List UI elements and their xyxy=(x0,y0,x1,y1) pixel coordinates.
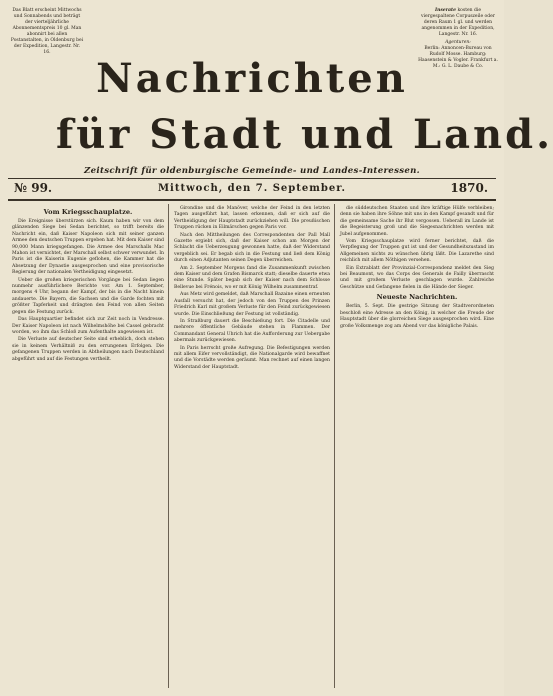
article-paragraph: Die Verluste auf deutscher Seite sind erheblich, doch stehen sie in keinem Verhältniß zu den errungenen Erfolgen. Die gefangenen Truppen werden in Abtheilungen nach Deutschland abgeführt und auf die Festungen vertheilt. xyxy=(12,337,164,362)
article-paragraph: In Paris herrscht große Aufregung. Die Befestigungen werden mit allem Eifer vervollständigt, die Nationalgarde wird bewaffnet und die Vorstädte werden geräumt. Man rechnet auf einen langen Widerstand der Hauptstadt. xyxy=(174,345,330,370)
issue-date: Mittwoch, den 7. September. xyxy=(157,183,347,194)
issue-year: 1870. xyxy=(450,181,488,195)
agents-heading: Agenturen: xyxy=(445,40,471,45)
article-paragraph: Vom Kriegsschauplatze wird ferner berichtet, daß die Verpflegung der Truppen gut ist und der Gesundheitszustand im Allgemeinen nichts zu wünschen übrig läßt. Die Lazarethe sind reichlich mit allem Nöthigen versehen. xyxy=(340,239,494,264)
subscription-info-text: Das Blatt erscheint Mittwochs und Sonnabends und beträgt der vierteljährliche Abonnementspreis 10 gl. Man abonnirt bei allen Postanstalten, in Oldenburg bei der Expedition, Langestr. Nr. 16. xyxy=(10,8,84,55)
masthead-subtitle: Zeitschrift für oldenburgische Gemeinde- und Landes-Interessen. xyxy=(84,166,420,176)
article-paragraph: Am 2. September Morgens fand die Zusammenkunft zwischen dem Kaiser und dem Grafen Bismarck statt; dieselbe dauerte etwa eine Stunde. Später begab sich der Kaiser nach dem Schlosse Bellevue bei Frénois, wo er mit König Wilhelm zusammentraf. xyxy=(174,265,330,290)
column-1 xyxy=(12,206,164,688)
article-paragraph: Girondine und die Manöver, welche der Feind in den letzten Tagen ausgeführt hat, lassen erkennen, daß er sich auf die Vertheidigung der Hauptstadt zurückziehen will. Die preußischen Truppen rücken in Eilmärschen gegen Paris vor. xyxy=(174,206,330,231)
latest-news-heading: Neueste Nachrichten. xyxy=(376,293,458,302)
column-2 xyxy=(174,206,330,688)
article-paragraph: Die Ereignisse überstürzen sich. Kaum haben wir von dem glänzenden Siege bei Sedan berichtet, so trifft bereits die Nachricht ein, daß Kaiser Napoleon sich mit seiner ganzen Armee den deutschen Truppen ergeben hat. Mit dem Kaiser sind 90,000 Mann kriegsgefangen. Die Armee des Marschalls Mac Mahon ist vernichtet, der Marschall selbst schwer verwundet. In Paris ist die Kaiserin Eugenie geflohen, die Kammer hat die Absetzung der Dynastie ausgesprochen und eine provisorische Regierung der nationalen Vertheidigung eingesetzt. xyxy=(12,219,164,276)
article-paragraph: Nach den Mittheilungen des Correspondenten der Pall Mall Gazette ergiebt sich, daß der Kaiser schon am Morgen der Schlacht die Ueberzeugung gewonnen hatte, daß der Widerstand vergeblich sei. Er begab sich in die Festung und ließ dem König durch einen Adjutanten seinen Degen überreichen. xyxy=(174,232,330,264)
inserate-text: kosten die viergespaltene Corpuszeile oder deren Raum 1 gl. und werden angenommen in der Expedition, Langestr. Nr. 16. xyxy=(421,8,495,37)
article-paragraph: Ueber die großen kriegerischen Vorgänge bei Sedan liegen nunmehr ausführlichere Berichte vor. Am 1. September, morgens 4 Uhr, begann der Kampf, der bis in die Nacht hinein andauerte. Die Bayern, die Sachsen und die Garde fochten mit größter Tapferkeit und drängten den Feind von allen Seiten gegen die Festung zurück. xyxy=(12,277,164,315)
war-report-heading: Vom Kriegsschauplatze. xyxy=(43,208,133,216)
article-paragraph: Ein Extrablatt der Provinzial-Correspondenz meldet den Sieg bei Beaumont, wo das Corps des Generals de Failly überrascht und mit großem Verluste geschlagen wurde. Zahlreiche Geschütze und Gefangene fielen in die Hände der Sieger. xyxy=(340,265,494,290)
article-paragraph: Das Hauptquartier befindet sich zur Zeit noch in Vendresse. Der Kaiser Napoleon ist nach Wilhelmshöhe bei Cassel gebracht worden, wo ihm das Schloß zum Aufenthalte angewiesen ist. xyxy=(12,317,164,335)
column-3 xyxy=(340,206,494,688)
issue-rule-bottom xyxy=(8,199,496,201)
column-divider-2 xyxy=(334,204,335,688)
masthead-title-line2: für Stadt und Land. xyxy=(56,111,553,158)
column-divider-1 xyxy=(168,204,169,688)
article-paragraph: In Straßburg dauert die Beschießung fort. Die Citadelle und mehrere öffentliche Gebäude stehen in Flammen. Der Commandant General Uhrich hat die Aufforderung zur Uebergabe abermals zurückgewiesen. xyxy=(174,318,330,344)
article-paragraph: Aus Metz wird gemeldet, daß Marschall Bazaine einen erneuten Ausfall versucht hat, der jedoch von den Truppen des Prinzen Friedrich Karl mit großem Verluste für den Feind zurückgewiesen wurde. Die Einschließung der Festung ist vollständig. xyxy=(174,292,330,317)
article-paragraph: die süddeutschen Staaten und ihre kräftige Hülfe verbleiben; denn sie haben ihre Söhne mit uns in den Kampf gesandt und für die gemeinsame Sache ihr Blut vergossen. Ueberall im Lande ist die Begeisterung groß und die Siegesnachrichten werden mit Jubel aufgenommen. xyxy=(340,206,494,237)
news-paragraph: Berlin, 5. Sept. Die gestrige Sitzung der Stadtverordneten beschloß eine Adresse an den König, in welcher die Freude der Hauptstadt über die glorreichen Siege ausgesprochen wird. Eine große Volksmenge zog am Abend vor das königliche Palais. xyxy=(340,304,494,329)
masthead-title-line1: Nachrichten xyxy=(96,55,408,102)
issue-rule-top xyxy=(8,178,496,179)
inserate-label: Inserate xyxy=(435,8,457,13)
issue-number: № 99. xyxy=(14,181,53,195)
agents-text: Berlin: Annoncen-Bureau von Rudolf Mosse. Hamburg: Haasenstein & Vogler. Frankfurt a. M.: G. L. Daube & Co. xyxy=(418,46,498,69)
